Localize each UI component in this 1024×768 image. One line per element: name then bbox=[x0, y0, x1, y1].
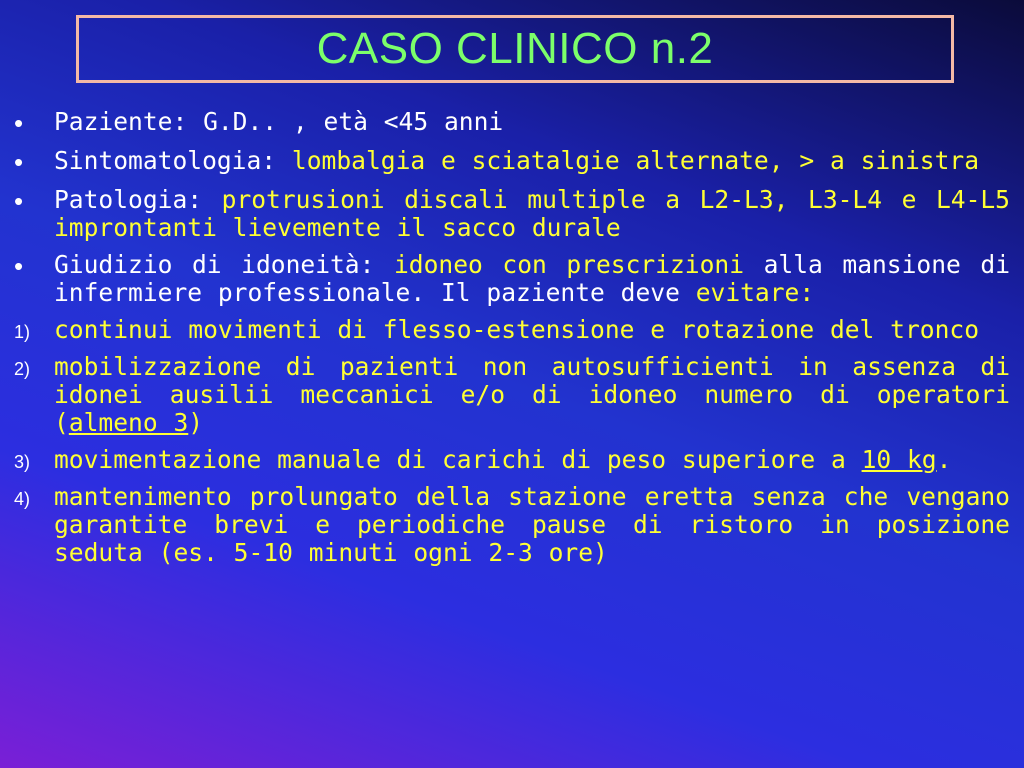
item-number: 3) bbox=[14, 452, 31, 472]
bullet-paziente bbox=[14, 108, 1010, 138]
title-box bbox=[76, 15, 954, 83]
slide-content bbox=[14, 108, 1010, 576]
item-text: continui movimenti di flesso-estensione e rotazione del tronco bbox=[54, 315, 980, 344]
bullet-highlight: idoneo con prescrizioni bbox=[394, 250, 745, 279]
bullet-marker: • bbox=[14, 108, 24, 138]
bullet-giudizio bbox=[14, 251, 1010, 307]
bullet-text bbox=[54, 251, 1010, 307]
item-number: 4) bbox=[14, 489, 31, 509]
bullet-patologia bbox=[14, 186, 1010, 242]
page-title: CASO CLINICO n.2 bbox=[316, 24, 714, 73]
item-text bbox=[54, 446, 1010, 474]
bullet-marker: • bbox=[14, 186, 24, 216]
bullet-label: Patologia: bbox=[54, 185, 203, 214]
bullet-rest: alla mansione di infermiere professionale. Il paziente deve bbox=[54, 250, 1011, 307]
bullet-text bbox=[54, 186, 1010, 242]
item-number: 2) bbox=[14, 359, 31, 379]
bullet-label: Giudizio di idoneità: bbox=[54, 250, 375, 279]
numbered-item-1 bbox=[14, 316, 1010, 344]
bullet-highlight: protrusioni discali multiple a L2-L3, L3-L4 e L4-L5 improntanti lievemente il sacco durale bbox=[54, 185, 1010, 242]
bullet-text bbox=[54, 108, 1010, 136]
bullet-label: Paziente: G.D.. , età <45 anni bbox=[54, 107, 504, 136]
bullet-sintomatologia bbox=[14, 147, 1010, 177]
bullet-label: Sintomatologia: bbox=[54, 146, 277, 175]
item-underlined: 10 kg bbox=[861, 445, 937, 474]
bullet-marker: • bbox=[14, 147, 24, 177]
item-text-main: mobilizzazione di pazienti non autosufficienti in assenza di idonei ausilii meccanici e/o di idoneo numero di operatori ( bbox=[54, 352, 1010, 437]
item-underlined: almeno 3 bbox=[68, 408, 189, 437]
bullet-highlight: lombalgia e sciatalgie alternate, > a sinistra bbox=[291, 146, 980, 175]
item-text-end: ) bbox=[188, 408, 204, 437]
item-text-main: movimentazione manuale di carichi di peso superiore a bbox=[54, 445, 862, 474]
numbered-item-4 bbox=[14, 483, 1010, 567]
bullet-marker: • bbox=[14, 251, 24, 281]
item-number: 1) bbox=[14, 322, 31, 342]
item-text bbox=[54, 353, 1010, 437]
bullet-text bbox=[54, 147, 1010, 175]
numbered-item-3 bbox=[14, 446, 1010, 474]
item-text: mantenimento prolungato della stazione eretta senza che vengano garantite brevi e periodiche pause di ristoro in posizione seduta (es. 5-10 minuti ogni 2-3 ore) bbox=[54, 482, 1010, 567]
bullet-highlight-evitare: evitare: bbox=[695, 278, 815, 307]
numbered-item-2 bbox=[14, 353, 1010, 437]
item-text-end: . bbox=[936, 445, 952, 474]
